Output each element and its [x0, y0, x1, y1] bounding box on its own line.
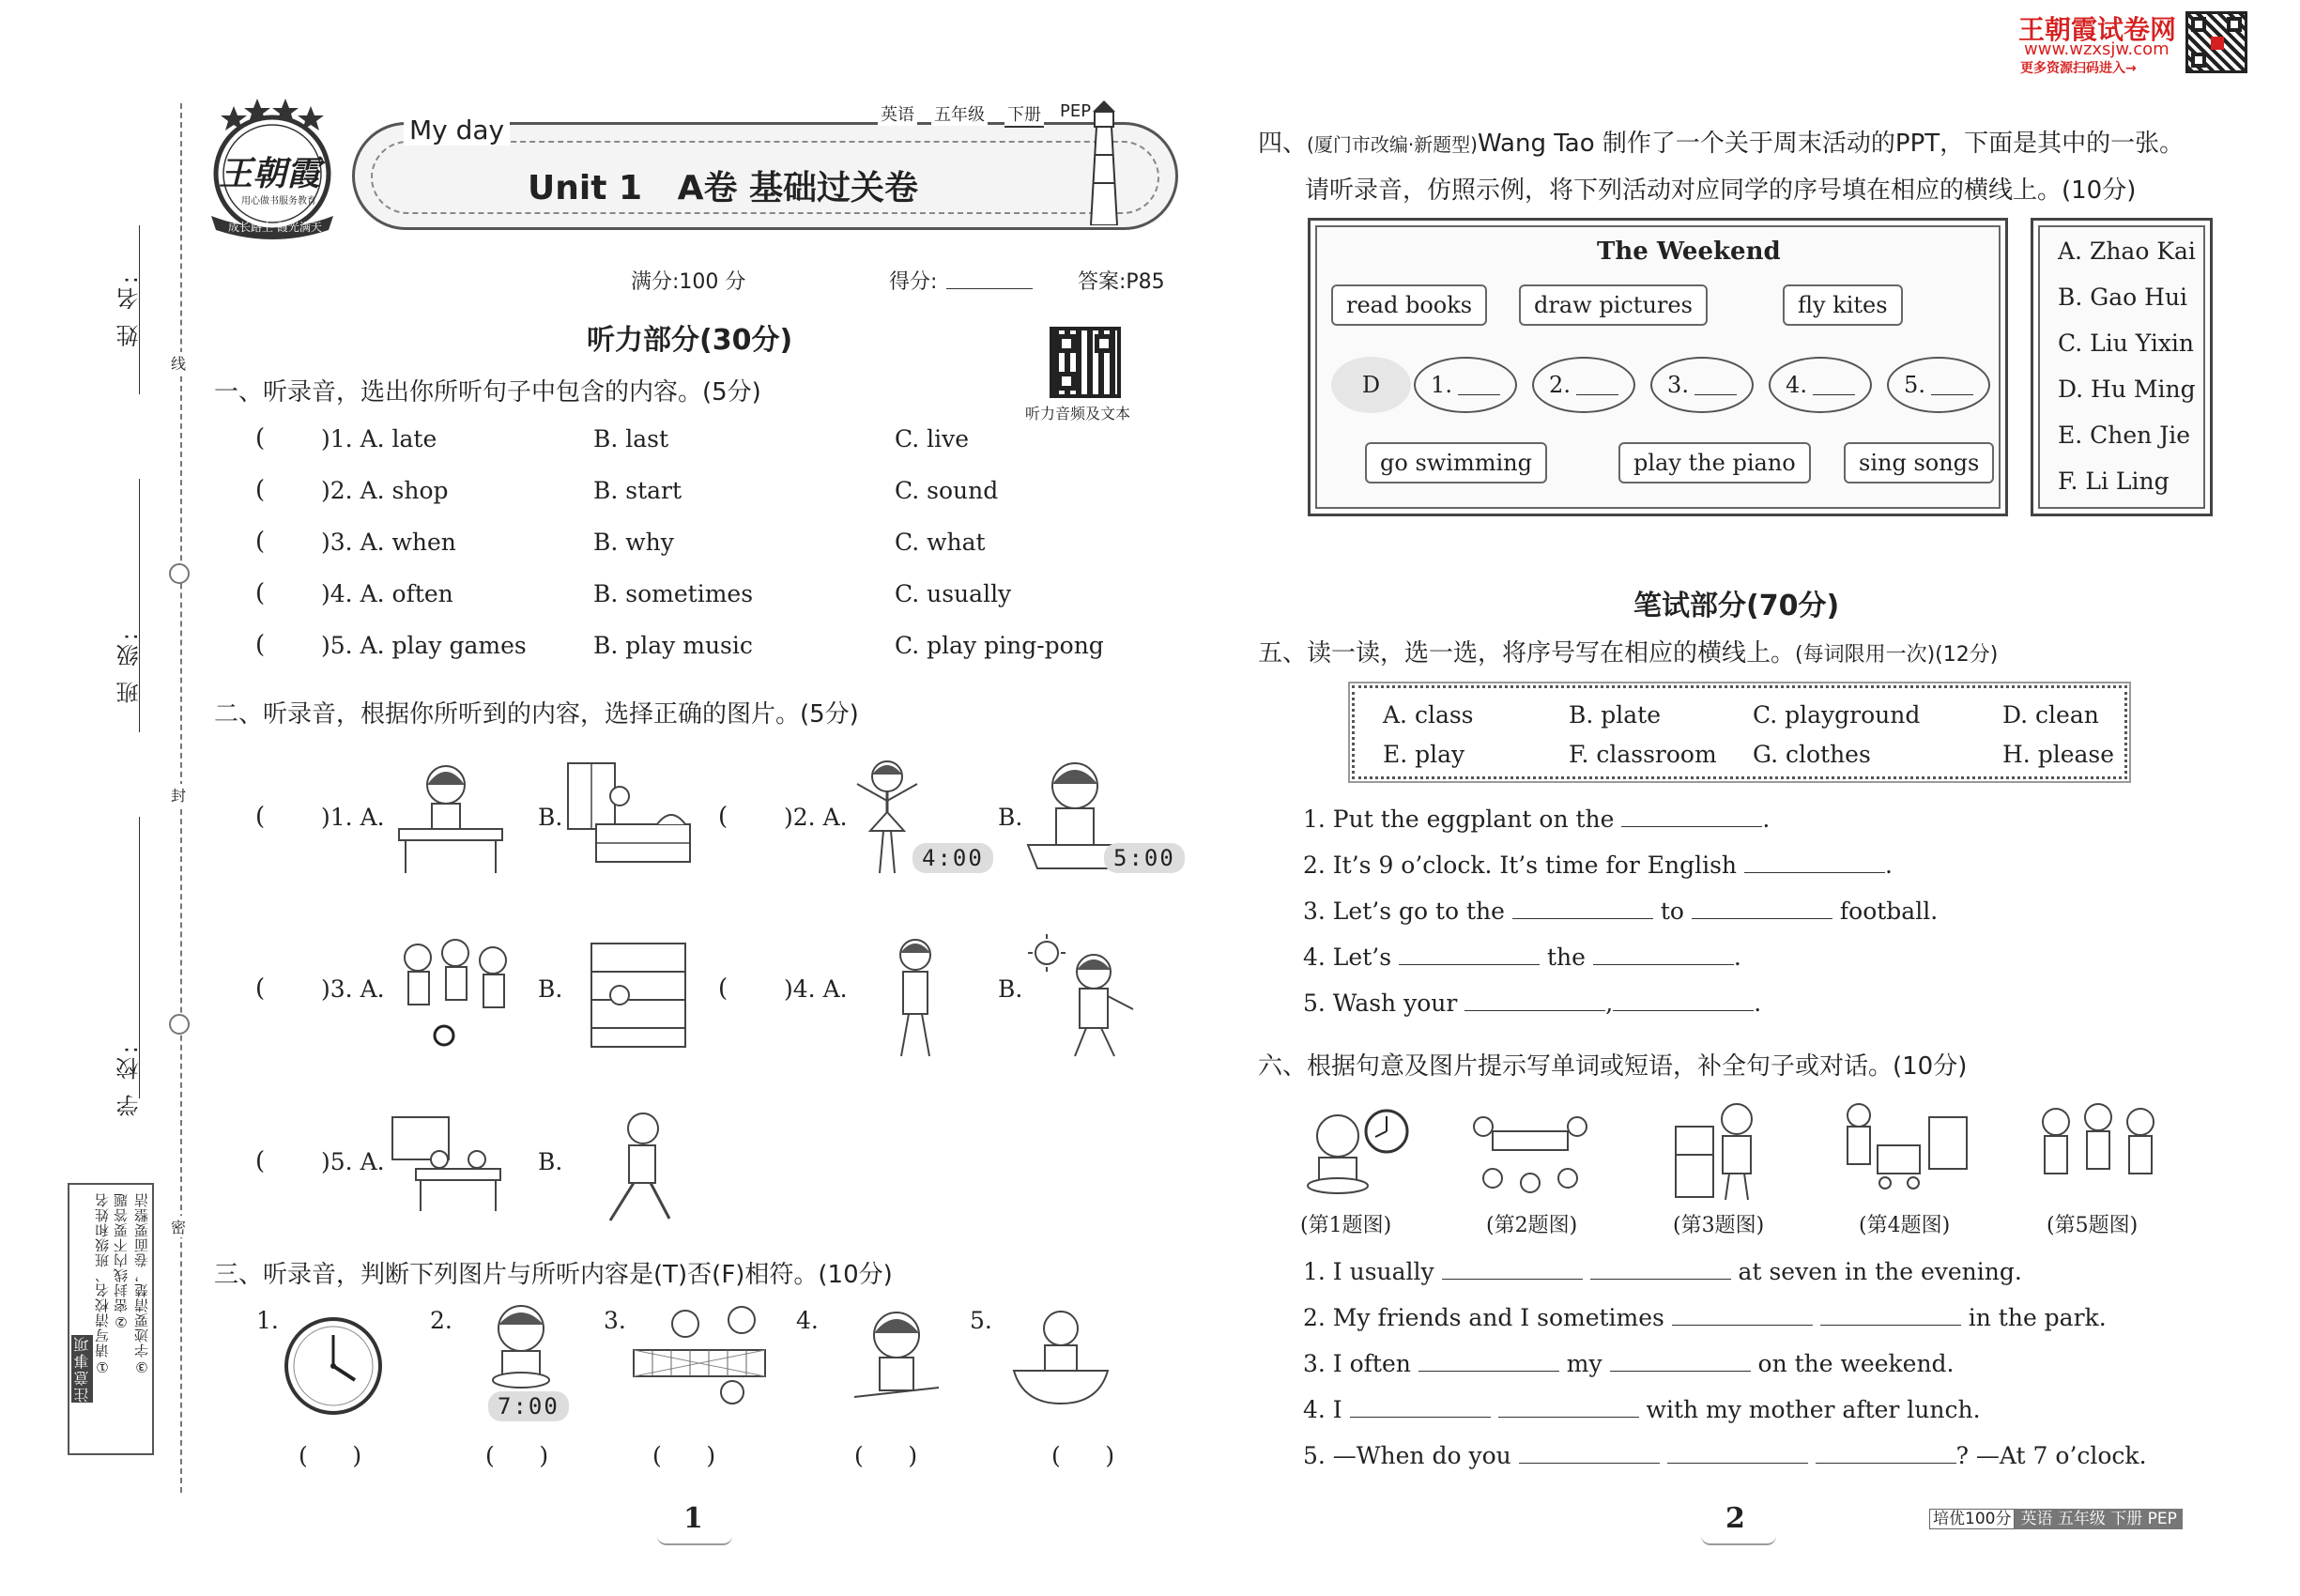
answer-blank[interactable] [1621, 806, 1762, 827]
s1-title: 一、听录音，选出你所听句子中包含的内容。(5分) [214, 378, 761, 407]
page-number-right: 2 [1725, 1502, 1745, 1535]
option-b[interactable]: B. sometimes [593, 580, 754, 607]
activity-play-the-piano: play the piano [1618, 442, 1811, 483]
option-b[interactable]: B. start [593, 477, 682, 504]
class-line[interactable] [139, 479, 140, 732]
s5-q2: 2. It’s 9 o’clock. It’s time for English . [1303, 852, 1893, 879]
listening-title: 听力部分(30分) [587, 324, 793, 357]
cut-mark-2: 封 [171, 784, 186, 806]
clock-illustration [282, 1314, 385, 1418]
caption-1: (第1题图) [1300, 1214, 1392, 1237]
lighthouse-icon [1087, 99, 1121, 225]
answer-paren[interactable]: ( [255, 528, 266, 556]
answer-blank[interactable] [1350, 1397, 1491, 1418]
answer-blank[interactable] [1667, 1443, 1808, 1464]
girl-cleaning-room-illustration [1671, 1098, 1765, 1202]
girl-at-desk-illustration [394, 759, 516, 876]
brand-motto-right: 服务教育 [279, 196, 316, 207]
s3-answer-5[interactable]: ( ) [1051, 1442, 1115, 1469]
school-line[interactable] [139, 817, 140, 1098]
site-qr-icon[interactable] [2185, 11, 2247, 73]
bedroom-illustration [563, 759, 695, 876]
activity-fly-kites: fly kites [1783, 284, 1903, 326]
word-h: H. please [2002, 741, 2115, 768]
answer-blank[interactable] [1613, 990, 1754, 1011]
notes-item-1: ①请写清校名、班级和姓名 [94, 1192, 111, 1375]
site-cta: 更多资源扫码进入→ [2020, 61, 2137, 76]
option-a: )2. A. shop [321, 477, 449, 504]
brand-ribbon: 成长路上 霞光满天 [228, 221, 322, 234]
tag-grade: 五年级 [931, 101, 988, 126]
caption-3: (第3题图) [1673, 1214, 1765, 1237]
page-swoosh-left [657, 1536, 732, 1545]
notes-title: 注意事项 [73, 1335, 91, 1403]
caption-2: (第2题图) [1486, 1214, 1578, 1237]
name-label: 姓 名: [116, 272, 143, 347]
s3-num-1: 1. [256, 1307, 279, 1334]
answer-paren[interactable]: ( [255, 579, 266, 607]
s3-num-4: 4. [796, 1307, 819, 1334]
option-a: )1. A. late [321, 425, 437, 453]
binding-strip [56, 94, 188, 1502]
word-b: B. plate [1569, 701, 1662, 729]
clock-time-7: 7:00 [488, 1391, 569, 1421]
cut-mark-3: 密 [171, 1216, 186, 1237]
answer-blank[interactable] [1692, 898, 1832, 919]
name-line[interactable] [139, 225, 140, 394]
answer-blank[interactable] [1498, 1397, 1639, 1418]
s2-title: 二、听录音，根据你所听到的内容，选择正确的图片。(5分) [214, 700, 859, 729]
notes-box [68, 1183, 154, 1455]
s3-answer-1[interactable]: ( ) [299, 1442, 362, 1469]
option-c[interactable]: C. sound [895, 477, 999, 504]
answer-blank[interactable] [1672, 1305, 1813, 1326]
names-panel [2031, 218, 2213, 516]
answer-paren[interactable]: ( [255, 631, 266, 659]
answer-blank[interactable] [1512, 898, 1653, 919]
answer-blank[interactable] [1610, 1351, 1751, 1372]
s5-q1: 1. Put the eggplant on the . [1303, 806, 1771, 833]
s5-note: (每词限用一次)(12分) [1795, 643, 1999, 667]
option-b[interactable]: B. why [593, 529, 674, 556]
word-g: G. clothes [1753, 741, 1871, 768]
answer-paren[interactable]: ( [255, 424, 266, 453]
answer-blank[interactable] [1744, 852, 1885, 873]
s3-answer-3[interactable]: ( ) [652, 1442, 716, 1469]
s2-label-5b: B. [538, 1148, 563, 1175]
score-got: 得分: [889, 270, 938, 294]
series-tags: 英语 五年级 下册 PEP [2015, 1509, 2182, 1529]
answer-paren[interactable]: ( [255, 1147, 266, 1175]
s2-label-4a: )4. A. [784, 975, 848, 1003]
s3-num-5: 5. [970, 1307, 992, 1334]
footer-series [1929, 1505, 2183, 1528]
qr-code-icon[interactable] [1050, 327, 1121, 398]
site-name: 王朝霞试卷网 [2018, 14, 2177, 45]
girl-in-sun-illustration [1028, 934, 1141, 1061]
caption-5: (第5题图) [2047, 1214, 2139, 1237]
cut-mark-1: 线 [171, 352, 186, 374]
answer-paren[interactable]: ( [255, 803, 266, 831]
s2-label-2a: )2. A. [784, 804, 848, 831]
answer-blank[interactable] [1816, 1443, 1956, 1464]
tag-edition: PEP [1057, 101, 1094, 121]
shopping-illustration [1840, 1098, 1971, 1202]
notes-item-3: ③字迹要清楚，卷面要整洁 [133, 1192, 150, 1375]
slot-5[interactable]: 5. [1887, 357, 1990, 413]
s6-q2: 2. My friends and I sometimes in the park. [1303, 1304, 2107, 1331]
option-c[interactable]: C. live [895, 425, 970, 453]
score-full: 满分:100 分 [631, 270, 746, 294]
boy-washing-illustration [1009, 1305, 1112, 1408]
answer-ref: 答案:P85 [1078, 270, 1165, 294]
s2-label-2b: B. [998, 804, 1023, 831]
boys-playing-football-illustration [390, 934, 521, 1051]
ping-pong-illustration [629, 1303, 770, 1411]
s2-label-3a: )3. A. [321, 975, 385, 1003]
name-f: F. Li Ling [2058, 468, 2170, 495]
school-label: 学 校: [116, 1042, 143, 1117]
unit-subtitle: My day [404, 115, 510, 146]
slot-1[interactable]: 1. [1414, 357, 1517, 413]
s6-q1: 1. I usually at seven in the evening. [1303, 1258, 2022, 1285]
answer-blank[interactable] [1820, 1305, 1961, 1326]
activity-sing-songs: sing songs [1844, 442, 1994, 483]
s4-title-main: Wang Tao 制作了一个关于周末活动的PPT，下面是其中的一张。 [1477, 130, 2185, 158]
example-answer: D [1331, 357, 1411, 413]
word-c: C. playground [1753, 701, 1921, 729]
park-ping-pong-illustration [1464, 1103, 1596, 1202]
activity-draw-pictures: draw pictures [1519, 284, 1708, 326]
ppt-slide [1308, 218, 2008, 516]
answer-blank[interactable] [1464, 990, 1605, 1011]
boy-eating-clock-illustration [1300, 1103, 1413, 1197]
word-f: F. classroom [1569, 741, 1717, 768]
s6-q5: 5. —When do you ? —At 7 o’clock. [1303, 1442, 2147, 1469]
s6-q4: 4. I with my mother after lunch. [1303, 1396, 1981, 1423]
option-b[interactable]: B. play music [593, 632, 753, 659]
s3-num-2: 2. [430, 1307, 452, 1334]
brand-motto-left: 用心做书 [241, 196, 279, 207]
clock-time-4: 4:00 [912, 843, 993, 873]
option-a: )3. A. when [321, 529, 456, 556]
scissor-icon [169, 563, 190, 584]
answer-blank[interactable] [1519, 1443, 1660, 1464]
answer-paren[interactable]: ( [718, 974, 728, 1003]
word-bank [1352, 685, 2127, 779]
name-c: C. Liu Yixin [2058, 330, 2195, 357]
page-title: Unit 1 A卷 基础过关卷 [528, 169, 918, 207]
answer-paren[interactable]: ( [255, 974, 266, 1003]
qr-caption: 听力音频及文本 [1025, 405, 1131, 422]
s3-title: 三、听录音，判断下列图片与所听内容是(T)否(F)相符。(10分) [214, 1261, 893, 1289]
s2-label-3b: B. [538, 975, 563, 1003]
answer-blank[interactable] [1593, 944, 1734, 965]
tag-subject: 英语 [878, 101, 917, 126]
option-a: )5. A. play games [321, 632, 527, 659]
s4-source: (厦门市改编·新题型) [1307, 133, 1478, 156]
s3-answer-2[interactable]: ( ) [485, 1442, 549, 1469]
word-d: D. clean [2002, 701, 2099, 729]
boy-running-illustration [596, 1108, 681, 1230]
name-b: B. Gao Hui [2058, 284, 2188, 311]
s2-label-1b: B. [538, 804, 563, 831]
series-name: 培优100分 [1929, 1509, 2015, 1529]
brand-name: 王朝霞 [219, 155, 321, 193]
answer-blank[interactable] [1399, 944, 1540, 965]
page-swoosh-right [1701, 1536, 1776, 1545]
clock-time-5: 5:00 [1104, 843, 1185, 873]
notes-item-2: ②密封线内不要答题 [113, 1192, 130, 1330]
activity-go-swimming: go swimming [1365, 442, 1547, 483]
writing-title: 笔试部分(70分) [1633, 590, 1840, 622]
tag-term: 下册 [1004, 101, 1044, 128]
boy-eating-illustration [474, 1300, 568, 1389]
girl-walking-illustration [882, 934, 948, 1061]
s5-q3: 3. Let’s go to the to football. [1303, 898, 1939, 925]
caption-4: (第4题图) [1859, 1214, 1951, 1237]
page-number-left: 1 [683, 1502, 703, 1535]
library-illustration [582, 934, 695, 1051]
s4-title [1258, 124, 2184, 159]
s4-title-prefix: 四、 [1258, 130, 1308, 158]
girl-reading-illustration [850, 1305, 943, 1413]
s6-q3: 3. I often my on the weekend. [1303, 1350, 1955, 1377]
slot-2[interactable]: 2. [1532, 357, 1635, 413]
option-a: )4. A. often [321, 580, 453, 607]
s5-title: 五、读一读，选一选，将序号写在相应的横线上。(每词限用一次)(12分) [1258, 639, 1999, 668]
site-url[interactable]: www.wzxsjw.com [2024, 39, 2170, 59]
s2-label-5a: )5. A. [321, 1148, 385, 1175]
name-e: E. Chen Jie [2058, 422, 2191, 449]
score-input[interactable] [946, 288, 1033, 289]
s2-label-4b: B. [998, 975, 1023, 1003]
s3-answer-4[interactable]: ( ) [854, 1442, 918, 1469]
answer-paren[interactable]: ( [718, 803, 728, 831]
option-b[interactable]: B. last [593, 425, 669, 453]
s4-title-line2: 请听录音，仿照示例，将下列活动对应同学的序号填在相应的横线上。(10分) [1305, 176, 2137, 205]
brand-logo [202, 99, 343, 239]
answer-blank[interactable] [1590, 1259, 1731, 1280]
name-a: A. Zhao Kai [2058, 238, 2196, 265]
s2-label-1a: )1. A. [321, 804, 385, 831]
scissor-icon [169, 1014, 190, 1035]
answer-blank[interactable] [1442, 1259, 1583, 1280]
ppt-title: The Weekend [1597, 238, 1781, 266]
answer-blank[interactable] [1418, 1351, 1559, 1372]
s6-title: 六、根据句意及图片提示写单词或短语，补全句子或对话。(10分) [1258, 1052, 1968, 1081]
name-d: D. Hu Ming [2058, 376, 2196, 403]
s5-q5: 5. Wash your , . [1303, 990, 1762, 1017]
classroom-illustration [388, 1113, 510, 1216]
class-label: 班 级: [116, 629, 143, 704]
s5-q4: 4. Let’s the . [1303, 944, 1741, 971]
activity-read-books: read books [1331, 284, 1487, 326]
word-a: A. class [1383, 701, 1474, 729]
option-c[interactable]: C. what [895, 529, 986, 556]
kids-playing-illustration [2032, 1098, 2164, 1202]
slot-3[interactable]: 3. [1650, 357, 1754, 413]
answer-paren[interactable]: ( [255, 476, 266, 504]
s3-num-3: 3. [604, 1307, 626, 1334]
word-e: E. play [1383, 741, 1465, 768]
slot-4[interactable]: 4. [1769, 357, 1872, 413]
option-c[interactable]: C. play ping-pong [895, 632, 1104, 659]
option-c[interactable]: C. usually [895, 580, 1012, 607]
